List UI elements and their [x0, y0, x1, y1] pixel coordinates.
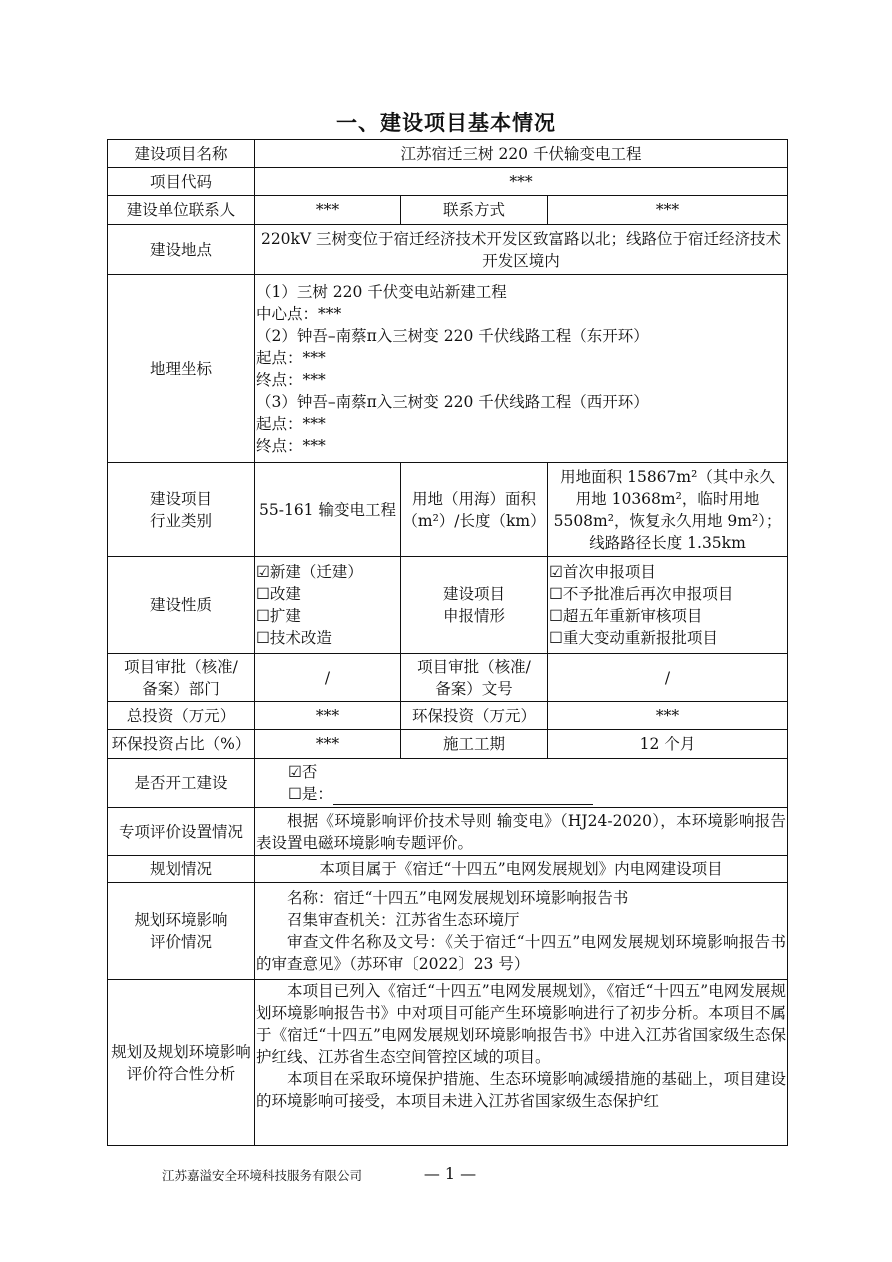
- env-ratio-value: ***: [255, 730, 401, 759]
- industry-label: [108, 463, 255, 557]
- row-geo: [108, 275, 788, 463]
- nature-options: [255, 557, 401, 654]
- page-number: — 1 —: [423, 1164, 477, 1183]
- land-label-line: 用地（用海）面积: [411, 489, 536, 508]
- started-options: [255, 759, 788, 808]
- land-label-line: （m²）/长度（km）: [402, 511, 546, 530]
- row-project-code: [108, 168, 788, 196]
- declare-label-line: 申报情形: [442, 607, 505, 625]
- row-conform: [108, 980, 788, 1146]
- row-contact: [108, 196, 788, 225]
- period-label: 施工工期: [401, 730, 548, 759]
- geo-line: 终点：***: [256, 436, 326, 455]
- footer-company: 江苏嘉溢安全环境科技服务有限公司: [162, 1168, 363, 1183]
- land-line: 用地 10368m²，临时用地: [575, 489, 760, 508]
- row-plan: [108, 856, 788, 883]
- land-value: [548, 463, 788, 557]
- location-label: 建设地点: [108, 225, 255, 275]
- period-value: 12 个月: [548, 730, 788, 759]
- plan-env-label-line: 评价情况: [149, 933, 212, 951]
- nature-option-checkbox[interactable]: ☑新建（迁建）: [256, 563, 363, 581]
- started-yes-line: [288, 783, 786, 805]
- started-label: 是否开工建设: [108, 759, 255, 808]
- approval-doc-value: /: [548, 654, 788, 702]
- plan-env-label: [108, 883, 255, 980]
- geo-label: 地理坐标: [108, 275, 255, 463]
- special-label: 专项评价设置情况: [108, 808, 255, 856]
- row-investment: [108, 702, 788, 730]
- approval-doc-label: [401, 654, 548, 702]
- declare-options: [548, 557, 788, 654]
- row-ratio-period: [108, 730, 788, 759]
- conform-paragraph: 本项目已列入《宿迁“十四五”电网发展规划》，《宿迁“十四五”电网发展规划环境影响报告书》中对项目可能产生环境影响进行了初步分析。本项目不属于《宿迁“十四五”电网发展规划环境影响报告书》中进入江苏省国家级生态保护红线、江苏省生态空间管控区域的项目。: [256, 982, 787, 1066]
- land-line: 线路路径长度 1.35km: [589, 533, 746, 552]
- row-nature: [108, 557, 788, 654]
- plan-label: 规划情况: [108, 856, 255, 883]
- special-text: 根据《环境影响评价技术导则 输变电》（HJ24-2020），本环境影响报告表设置电磁环境影响专题评价。: [255, 808, 788, 856]
- contact-method-label: 联系方式: [401, 196, 548, 225]
- row-industry: [108, 463, 788, 557]
- conform-paragraph: 本项目在采取环境保护措施、生态环境影响减缓措施的基础上，项目建设的环境影响可接受，本项目未进入江苏省国家级生态保护红: [256, 1070, 787, 1110]
- conform-label: 规划及规划环境影响评价符合性分析: [108, 980, 255, 1146]
- plan-env-line: 召集审查机关：江苏省生态环境厅: [287, 911, 520, 929]
- declare-label-line: 建设项目: [442, 585, 505, 603]
- approval-doc-label-line: 项目审批（核准/: [417, 657, 531, 676]
- row-approval: [108, 654, 788, 702]
- total-invest-value: ***: [255, 702, 401, 730]
- land-label: [401, 463, 548, 557]
- declare-option-checkbox[interactable]: ☐重大变动重新报批项目: [549, 629, 718, 647]
- env-invest-value: ***: [548, 702, 788, 730]
- declare-option-checkbox[interactable]: ☑首次申报项目: [549, 563, 656, 581]
- nature-option-checkbox[interactable]: ☐技术改造: [256, 629, 332, 647]
- industry-label-line: 行业类别: [149, 511, 212, 530]
- project-code-value: ***: [255, 168, 788, 196]
- geo-line: 中心点：***: [256, 304, 342, 323]
- declare-option-checkbox[interactable]: ☐不予批准后再次申报项目: [549, 585, 734, 603]
- contact-label: 建设单位联系人: [108, 196, 255, 225]
- plan-text: 本项目属于《宿迁“十四五”电网发展规划》内电网建设项目: [255, 856, 788, 883]
- project-name-label: 建设项目名称: [108, 140, 255, 168]
- nature-option-checkbox[interactable]: ☐扩建: [256, 607, 301, 625]
- page-title: 一、建设项目基本情况: [336, 111, 556, 135]
- row-project-name: [108, 140, 788, 168]
- geo-line: 终点：***: [256, 370, 326, 389]
- started-no-checkbox[interactable]: ☑否: [288, 763, 318, 781]
- approval-dept-label-line: 备案）部门: [142, 679, 220, 698]
- plan-env-label-line: 规划环境影响: [134, 911, 228, 929]
- geo-line: （2）钟吾–南蔡π入三树变 220 千伏线路工程（东开环）: [256, 326, 649, 345]
- location-value: 220kV 三树变位于宿迁经济技术开发区致富路以北；线路位于宿迁经济技术开发区境内: [255, 225, 788, 275]
- geo-line: 起点：***: [256, 414, 326, 433]
- conform-text: [255, 980, 788, 1146]
- contact-value: ***: [255, 196, 401, 225]
- geo-line: （1）三树 220 千伏变电站新建工程: [256, 282, 507, 301]
- row-started: [108, 759, 788, 808]
- started-yes-checkbox[interactable]: ☐是：: [288, 785, 333, 803]
- total-invest-label: 总投资（万元）: [108, 702, 255, 730]
- plan-env-line: 名称：宿迁“十四五”电网发展规划环境影响报告书: [287, 889, 629, 907]
- geo-line: （3）钟吾–南蔡π入三树变 220 千伏线路工程（西开环）: [256, 392, 649, 411]
- land-line: 5508m²，恢复永久用地 9m²）；: [553, 511, 782, 530]
- env-invest-label: 环保投资（万元）: [401, 702, 548, 730]
- row-plan-env: [108, 883, 788, 980]
- env-ratio-label: 环保投资占比（%）: [108, 730, 255, 759]
- contact-method-value: ***: [548, 196, 788, 225]
- declare-option-checkbox[interactable]: ☐超五年重新审核项目: [549, 607, 703, 625]
- row-special: [108, 808, 788, 856]
- approval-dept-value: /: [255, 654, 401, 702]
- plan-env-text: [255, 883, 788, 980]
- approval-doc-label-line: 备案）文号: [435, 679, 513, 698]
- row-location: [108, 225, 788, 275]
- plan-env-line: 审查文件名称及文号：《关于宿迁“十四五”电网发展规划环境影响报告书的审查意见》（苏环审〔2022〕23 号）: [256, 933, 787, 973]
- industry-label-line: 建设项目: [149, 489, 212, 508]
- approval-dept-label-line: 项目审批（核准/: [124, 657, 238, 676]
- geo-value: [255, 275, 788, 463]
- nature-label: 建设性质: [108, 557, 255, 654]
- geo-line: 起点：***: [256, 348, 326, 367]
- declare-label: [401, 557, 548, 654]
- industry-value: 55-161 输变电工程: [255, 463, 401, 557]
- land-line: 用地面积 15867m²（其中永久: [560, 467, 775, 486]
- approval-dept-label: [108, 654, 255, 702]
- project-name-value: 江苏宿迁三树 220 千伏输变电工程: [255, 140, 788, 168]
- started-yes-blank: [333, 789, 593, 805]
- nature-option-checkbox[interactable]: ☐改建: [256, 585, 301, 603]
- project-code-label: 项目代码: [108, 168, 255, 196]
- basic-info-table: [107, 139, 788, 1146]
